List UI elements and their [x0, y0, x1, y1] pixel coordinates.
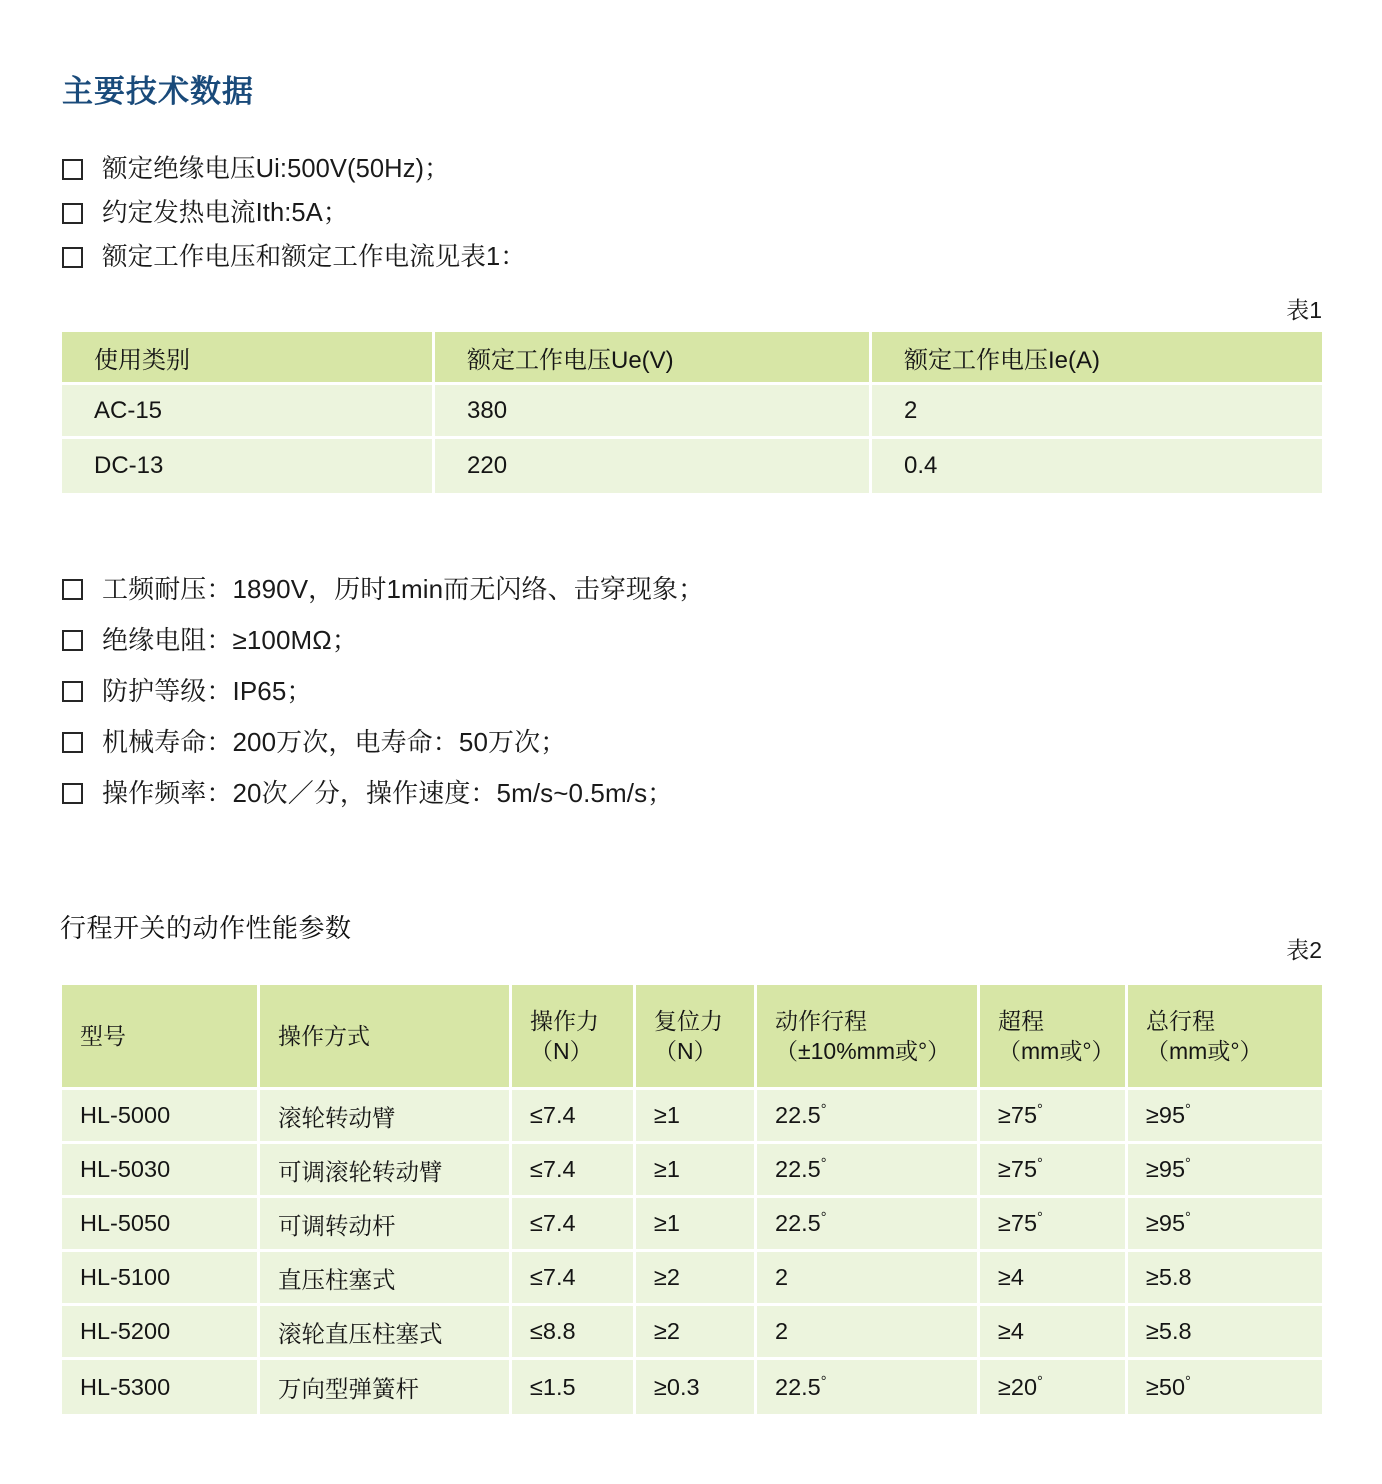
cell-value: ≥2: [654, 1264, 680, 1290]
table-2-column-header: [980, 985, 1128, 1090]
spec-top-item: [62, 152, 526, 196]
table-cell-over: [980, 1306, 1128, 1360]
cell-value: ≥4: [998, 1318, 1024, 1344]
degree-symbol: °: [1185, 1210, 1191, 1227]
spec-top-label: 约定发热电流Ith:5A；: [102, 199, 349, 227]
table-2-column-header: [636, 985, 757, 1090]
table-cell-model: [62, 1144, 260, 1198]
table-cell-force: [512, 1306, 636, 1360]
cell-value: ≥75: [998, 1102, 1038, 1128]
specs-list-mid: [62, 570, 704, 825]
cell-value: 直压柱塞式: [278, 1266, 396, 1293]
table-row: [62, 1306, 1322, 1360]
table-row: [62, 1252, 1322, 1306]
table-cell-force: [512, 1144, 636, 1198]
cell-value: ≥95: [1146, 1156, 1186, 1182]
spec-mid-item: [62, 570, 704, 621]
cell-value: ≤7.4: [530, 1264, 576, 1290]
page-title: 主要技术数据: [62, 73, 254, 109]
cell-value: ≤1.5: [530, 1373, 576, 1400]
cell-value: 滚轮直压柱塞式: [278, 1320, 443, 1347]
cell-value: HL-5100: [80, 1264, 171, 1290]
column-header-line-2: （mm或°）: [998, 1038, 1115, 1064]
table-cell-total: [1128, 1360, 1322, 1414]
cell-value: HL-5000: [80, 1102, 171, 1128]
table-cell: AC-15: [62, 385, 435, 439]
checkbox-icon: [62, 579, 83, 600]
column-header-line-1: 型号: [80, 1023, 126, 1049]
cell-value: HL-5300: [80, 1373, 171, 1400]
spec-mid-item: [62, 672, 704, 723]
degree-symbol: °: [1185, 1373, 1191, 1390]
checkbox-icon: [62, 203, 83, 224]
table-2-caption: 表2: [1286, 937, 1322, 963]
degree-symbol: °: [1037, 1156, 1043, 1173]
table-cell-travel: [757, 1306, 980, 1360]
spec-mid-item: [62, 621, 704, 672]
checkbox-icon: [62, 681, 83, 702]
checkbox-icon: [62, 783, 83, 804]
table-2-column-header: [1128, 985, 1322, 1090]
table-cell-mode: [260, 1090, 512, 1144]
column-header-line-2: （±10%mm或°）: [775, 1038, 951, 1064]
spec-top-item: [62, 240, 526, 284]
column-header-line-2: （N）: [654, 1038, 717, 1064]
table-cell: 2: [872, 385, 1322, 439]
table-cell-model: [62, 1360, 260, 1414]
section-subtitle: 行程开关的动作性能参数: [60, 913, 352, 943]
checkbox-icon: [62, 159, 83, 180]
specs-list-top: [62, 152, 526, 284]
table-cell-model: [62, 1198, 260, 1252]
table-cell-mode: [260, 1144, 512, 1198]
cell-value: 22.5: [775, 1156, 821, 1182]
column-header-line-2: （N）: [530, 1038, 593, 1064]
degree-symbol: °: [1185, 1156, 1191, 1173]
cell-value: 22.5: [775, 1210, 821, 1236]
table-cell-over: [980, 1144, 1128, 1198]
cell-value: 2: [775, 1318, 789, 1344]
table-2-column-header: [512, 985, 636, 1090]
cell-value: HL-5030: [80, 1156, 171, 1182]
cell-value: ≥75: [998, 1156, 1038, 1182]
cell-value: ≥50: [1146, 1373, 1186, 1400]
table-cell-mode: [260, 1252, 512, 1306]
checkbox-icon: [62, 630, 83, 651]
cell-value: ≥1: [654, 1156, 680, 1182]
column-header-line-2: （mm或°）: [1146, 1038, 1263, 1064]
spec-mid-label: 工频耐压：1890V，历时1min而无闪络、击穿现象；: [102, 574, 705, 604]
table-2-column-header: [260, 985, 512, 1090]
degree-symbol: °: [820, 1102, 827, 1119]
table-cell-reset: [636, 1090, 757, 1144]
cell-value: 2: [775, 1264, 789, 1290]
cell-value: ≤7.4: [530, 1102, 576, 1128]
cell-value: ≤8.8: [530, 1318, 576, 1344]
table-cell-over: [980, 1090, 1128, 1144]
operating-performance-table: [62, 985, 1322, 1414]
cell-value: 22.5: [775, 1102, 821, 1128]
table-1-column-header: 额定工作电压Ie(A): [872, 332, 1322, 385]
table-cell-over: [980, 1198, 1128, 1252]
cell-value: ≥95: [1146, 1210, 1186, 1236]
table-cell-reset: [636, 1144, 757, 1198]
table-cell-model: [62, 1306, 260, 1360]
table-1-column-header: 使用类别: [62, 332, 435, 385]
degree-symbol: °: [820, 1210, 827, 1227]
rated-values-table: [62, 332, 1322, 493]
table-cell-travel: [757, 1252, 980, 1306]
cell-value: HL-5200: [80, 1318, 171, 1344]
table-2-column-header: [62, 985, 260, 1090]
table-cell-mode: [260, 1198, 512, 1252]
table-row: [62, 1360, 1322, 1414]
column-header-line-1: 总行程: [1146, 1008, 1215, 1034]
cell-value: HL-5050: [80, 1210, 171, 1236]
spec-top-item: [62, 196, 526, 240]
table-2-column-header: [757, 985, 980, 1090]
table-row: [62, 1198, 1322, 1252]
cell-value: ≥1: [654, 1210, 680, 1236]
table-cell-total: [1128, 1252, 1322, 1306]
table-cell-model: [62, 1090, 260, 1144]
table-cell-mode: [260, 1360, 512, 1414]
spec-mid-label: 防护等级：IP65；: [102, 676, 313, 706]
table-cell-total: [1128, 1198, 1322, 1252]
spec-top-label: 额定工作电压和额定工作电流见表1：: [102, 243, 526, 271]
cell-value: 可调转动杆: [278, 1212, 396, 1239]
cell-value: ≤7.4: [530, 1210, 576, 1236]
table-header-row: [62, 985, 1322, 1090]
cell-value: 滚轮转动臂: [278, 1104, 396, 1131]
table-cell-travel: [757, 1360, 980, 1414]
spec-mid-label: 操作频率：20次／分，操作速度：5m/s~0.5m/s；: [102, 778, 674, 808]
cell-value: 万向型弹簧杆: [278, 1376, 419, 1402]
checkbox-icon: [62, 732, 83, 753]
table-cell-force: [512, 1198, 636, 1252]
cell-value: ≥2: [654, 1318, 680, 1344]
table-cell-over: [980, 1252, 1128, 1306]
checkbox-icon: [62, 247, 83, 268]
cell-value: ≤7.4: [530, 1156, 576, 1182]
cell-value: ≥75: [998, 1210, 1038, 1236]
table-cell-travel: [757, 1090, 980, 1144]
table-cell-force: [512, 1252, 636, 1306]
cell-value: ≥0.3: [654, 1373, 700, 1400]
table-cell: 380: [435, 385, 872, 439]
cell-value: ≥1: [654, 1102, 680, 1128]
table-1-column-header: 额定工作电压Ue(V): [435, 332, 872, 385]
column-header-line-1: 复位力: [654, 1008, 723, 1034]
table-cell-force: [512, 1360, 636, 1414]
table-cell-model: [62, 1252, 260, 1306]
table-cell-reset: [636, 1252, 757, 1306]
cell-value: ≥4: [998, 1264, 1024, 1290]
table-cell-total: [1128, 1090, 1322, 1144]
column-header-line-1: 操作力: [530, 1008, 599, 1034]
table-cell-total: [1128, 1144, 1322, 1198]
cell-value: 22.5: [775, 1373, 821, 1400]
table-cell: DC-13: [62, 439, 435, 493]
column-header-line-1: 动作行程: [775, 1008, 867, 1034]
table-cell-travel: [757, 1198, 980, 1252]
table-cell-travel: [757, 1144, 980, 1198]
table-cell-reset: [636, 1198, 757, 1252]
cell-value: ≥5.8: [1146, 1264, 1192, 1290]
cell-value: ≥20: [998, 1373, 1038, 1400]
table-cell: 220: [435, 439, 872, 493]
table-cell-reset: [636, 1306, 757, 1360]
spec-mid-label: 绝缘电阻：≥100MΩ；: [102, 625, 358, 655]
table-cell-force: [512, 1090, 636, 1144]
degree-symbol: °: [820, 1373, 827, 1390]
table-cell-reset: [636, 1360, 757, 1414]
cell-value: ≥5.8: [1146, 1318, 1192, 1344]
degree-symbol: °: [1037, 1102, 1043, 1119]
table-cell-over: [980, 1360, 1128, 1414]
degree-symbol: °: [1037, 1373, 1043, 1390]
spec-mid-item: [62, 723, 704, 774]
table-cell-mode: [260, 1306, 512, 1360]
spec-mid-label: 机械寿命：200万次，电寿命：50万次；: [102, 727, 567, 757]
table-cell: 0.4: [872, 439, 1322, 493]
column-header-line-1: 超程: [998, 1008, 1044, 1034]
column-header-line-1: 操作方式: [278, 1023, 370, 1049]
spec-top-label: 额定绝缘电压Ui:500V(50Hz)；: [102, 155, 450, 183]
cell-value: 可调滚轮转动臂: [278, 1158, 443, 1185]
spec-mid-item: [62, 774, 704, 825]
table-row: [62, 1090, 1322, 1144]
table-row: [62, 385, 1322, 439]
table-row: [62, 1144, 1322, 1198]
cell-value: ≥95: [1146, 1102, 1186, 1128]
table-cell-total: [1128, 1306, 1322, 1360]
degree-symbol: °: [820, 1156, 827, 1173]
degree-symbol: °: [1185, 1102, 1191, 1119]
degree-symbol: °: [1037, 1210, 1043, 1227]
table-row: [62, 439, 1322, 493]
table-header-row: [62, 332, 1322, 385]
table-1-caption: 表1: [1286, 297, 1322, 323]
